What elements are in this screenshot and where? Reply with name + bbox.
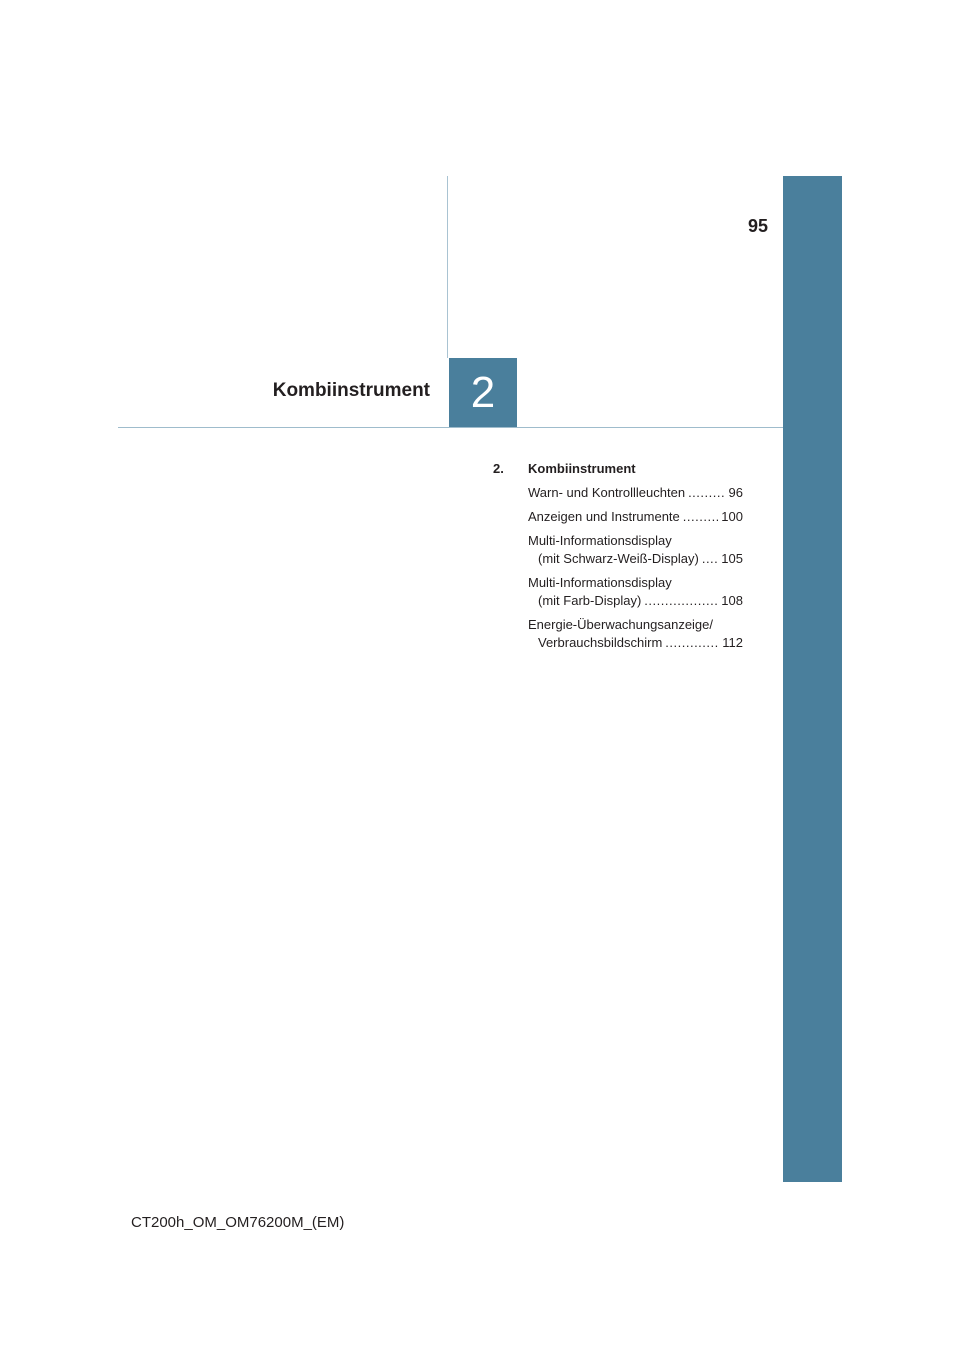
toc-entry[interactable] (528, 616, 743, 652)
toc-entry[interactable] (528, 574, 743, 610)
toc-entry-sublabel: Verbrauchsbildschirm (538, 635, 663, 650)
dot-leader (644, 592, 718, 610)
chapter-number: 2 (470, 367, 496, 417)
toc-entry-label: Multi-Informationsdisplay (528, 575, 672, 590)
toc-entry-label: Warn- und Kontrollleuchten (528, 485, 686, 500)
dot-leader (702, 550, 718, 568)
chapter-number-box (449, 358, 517, 427)
dot-leader (688, 484, 725, 502)
dot-leader (665, 634, 719, 652)
toc-entry-page: 105 (721, 551, 743, 566)
toc-entry-page: 112 (722, 635, 743, 650)
toc-entry-label: Energie-Überwachungsanzeige/ (528, 617, 714, 632)
toc-entry-label: Multi-Informationsdisplay (528, 533, 672, 548)
toc-entry-sublabel: (mit Farb-Display) (538, 593, 642, 608)
toc-entry-page: 108 (721, 593, 743, 608)
toc-entry-label: Anzeigen und Instrumente (528, 509, 680, 524)
toc-section-number: 2. (493, 461, 504, 476)
toc-entry-page: 100 (721, 509, 743, 524)
toc-entry[interactable] (528, 532, 743, 568)
horizontal-rule (118, 427, 783, 428)
table-of-contents (493, 460, 743, 658)
toc-section-title: Kombiinstrument (528, 461, 636, 476)
vertical-rule (447, 176, 448, 358)
chapter-title: Kombiinstrument (272, 380, 430, 401)
side-color-tab (783, 176, 842, 1182)
document-code-footer: CT200h_OM_OM76200M_(EM) (131, 1214, 345, 1231)
toc-entry[interactable] (528, 508, 743, 526)
toc-entry[interactable] (528, 484, 743, 502)
toc-entry-page: 96 (728, 485, 743, 500)
page-number: 95 (748, 216, 769, 236)
toc-entry-sublabel: (mit Schwarz-Weiß-Display) (538, 551, 699, 566)
dot-leader (683, 508, 719, 526)
toc-section-heading (493, 460, 743, 478)
